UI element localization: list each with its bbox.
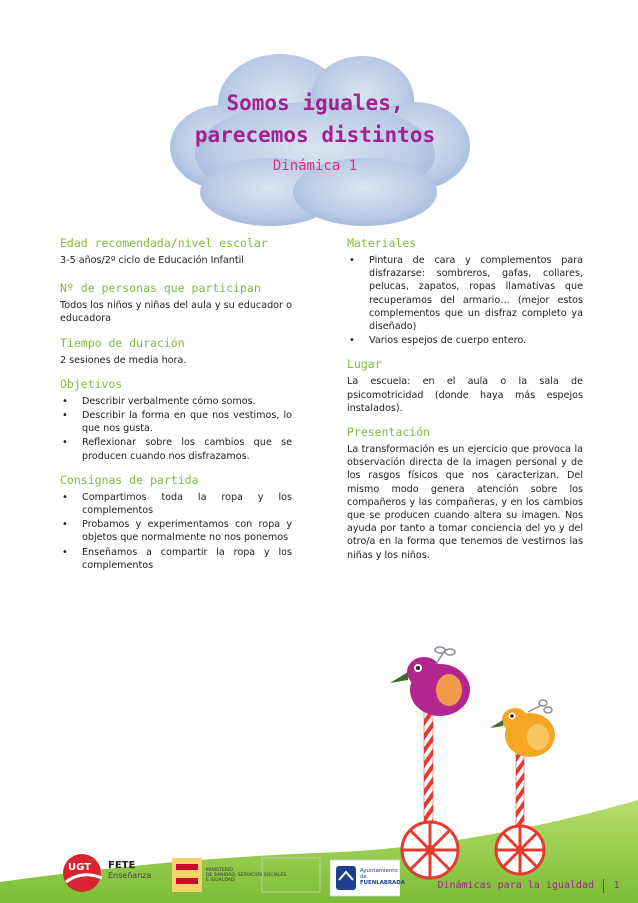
fete-name: FETE xyxy=(108,860,136,871)
ministry-text xyxy=(206,868,286,884)
page-title-line1: Somos iguales, xyxy=(226,91,404,115)
ugt-logo xyxy=(60,852,108,894)
text-personas: Todos los niños y niñas del aula y su educador o educadora xyxy=(60,300,292,325)
heading-lugar: Lugar xyxy=(347,357,382,372)
page-subtitle: Dinámica 1 xyxy=(272,158,358,174)
text-edad: 3-5 años/2º ciclo de Educación Infantil xyxy=(60,255,244,266)
heading-tiempo: Tiempo de duración xyxy=(60,335,185,350)
heading-materiales: Materiales xyxy=(347,236,417,250)
list-item: • Pintura de cara y complementos para disfrazarse: sombreros, gafas, collares, pelucas, zapatos, ropas llamativas que recuperamos del armario… (mejor estos complementos que un disfraz completo ya diseñado) xyxy=(347,254,583,333)
ministry-line: DE SANIDAD, SERVICIOS SOCIALES xyxy=(206,873,287,879)
ministry-line: E IGUALDAD xyxy=(206,878,235,884)
ayto-line: FUENLABRADA xyxy=(360,880,405,886)
text-tiempo: 2 sesiones de media hora. xyxy=(60,354,187,366)
page-title-line2: parecemos distintos xyxy=(194,123,436,147)
text-presentacion: La transformación es un ejercicio que provoca la observación directa de la imagen personal y de los rasgos físicos que nos caracterizan. Del mismo modo genera atención sobre los compañeros y las compañeras, y en los cambios que se producen cuando altera su imagen. Nos ayuda por tanto a tomar conciencia del yo y del otro/a en la forma que tenemos de vestirnos las niñas y los niños. xyxy=(347,444,583,561)
ministry-line: MINISTERIO xyxy=(206,868,233,873)
list-item: • Varios espejos de cuerpo entero. xyxy=(347,334,583,347)
heading-edad: Edad recomendada/nivel escolar xyxy=(60,236,268,250)
page-number: 1 xyxy=(613,880,620,891)
ayuntamiento-text xyxy=(360,868,405,886)
footer-divider xyxy=(603,879,604,893)
list-item: • Reflexionar sobre los cambios que se producen cuando nos disfrazamos. xyxy=(60,436,292,462)
text-lugar: La escuela: en el aula o la sala de psicomotricidad (donde haya más espejos instalados). xyxy=(347,376,583,414)
list-item: • Describir verbalmente cómo somos. xyxy=(60,395,292,408)
ayto-line: Ayuntamiento de xyxy=(360,868,398,880)
list-item: • Enseñamos a compartir la ropa y los complementos xyxy=(60,546,292,572)
heading-objetivos: Objetivos xyxy=(60,376,123,391)
fete-logo xyxy=(108,860,151,881)
list-item: • Probamos y experimentamos con ropa y objetos que normalmente no nos ponemos xyxy=(60,518,292,544)
heading-consignas: Consignas de partida xyxy=(60,472,199,487)
heading-personas: Nº de personas que participan xyxy=(60,281,261,296)
list-item: • Compartimos toda la ropa y los complementos xyxy=(60,491,292,517)
footer-label: Dinámicas para la igualdad xyxy=(437,880,594,891)
fete-sub: Enseñanza xyxy=(108,871,152,880)
heading-presentacion: Presentación xyxy=(347,425,431,440)
list-item: • Describir la forma en que nos vestimos, lo que nos gusta. xyxy=(60,409,292,435)
ugt-logo-text: UGT xyxy=(68,862,91,873)
